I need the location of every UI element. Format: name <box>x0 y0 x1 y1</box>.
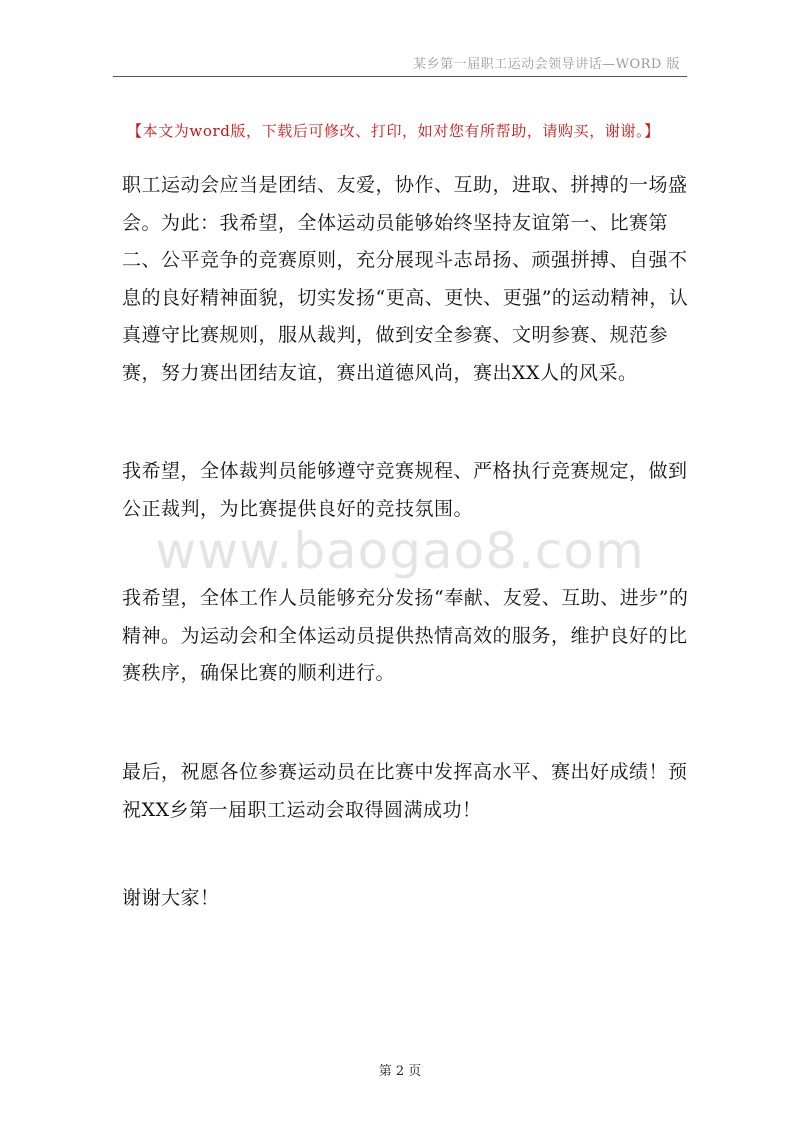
header-divider <box>113 76 687 77</box>
watermark: www.baogao8.com <box>155 522 645 580</box>
running-header: 某乡第一届职工运动会领导讲话—WORD 版 <box>413 57 680 72</box>
paragraph-thanks: 谢谢大家！ <box>122 887 220 909</box>
download-notice: 【本文为word版，下载后可修改、打印，如对您有所帮助，请购买，谢谢。】 <box>127 122 660 140</box>
paragraph-referees: 我希望，全体裁判员能够遵守竞赛规程、严格执行竞赛规定，做到公正裁判，为比赛提供良好的竞技氛围。 <box>122 460 688 520</box>
paragraph-closing-wishes: 最后，祝愿各位参赛运动员在比赛中发挥高水平、赛出好成绩！预祝XX乡第一届职工运动会取得圆满成功！ <box>122 761 688 821</box>
paragraph-staff: 我希望，全体工作人员能够充分发扬“奉献、友爱、互助、进步”的精神。为运动会和全体运动员提供热情高效的服务，维护良好的比赛秩序，确保比赛的顺利进行。 <box>122 587 689 684</box>
page-number: 第 2 页 <box>378 1064 422 1079</box>
paragraph-athletes: 职工运动会应当是团结、友爱，协作、互助，进取、拼搏的一场盛会。为此：我希望，全体运动员能够始终坚持友谊第一、比赛第二、公平竞争的竞赛原则，充分展现斗志昂扬、顽强拼搏、自强不息的良好精神面貌，切实发扬“更高、更快、更强”的运动精神，认真遵守比赛规则，服从裁判，做到安全参赛、文明参赛、规范参赛，努力赛出团结友谊，赛出道德风尚，赛出XX人的风采。 <box>122 174 689 384</box>
